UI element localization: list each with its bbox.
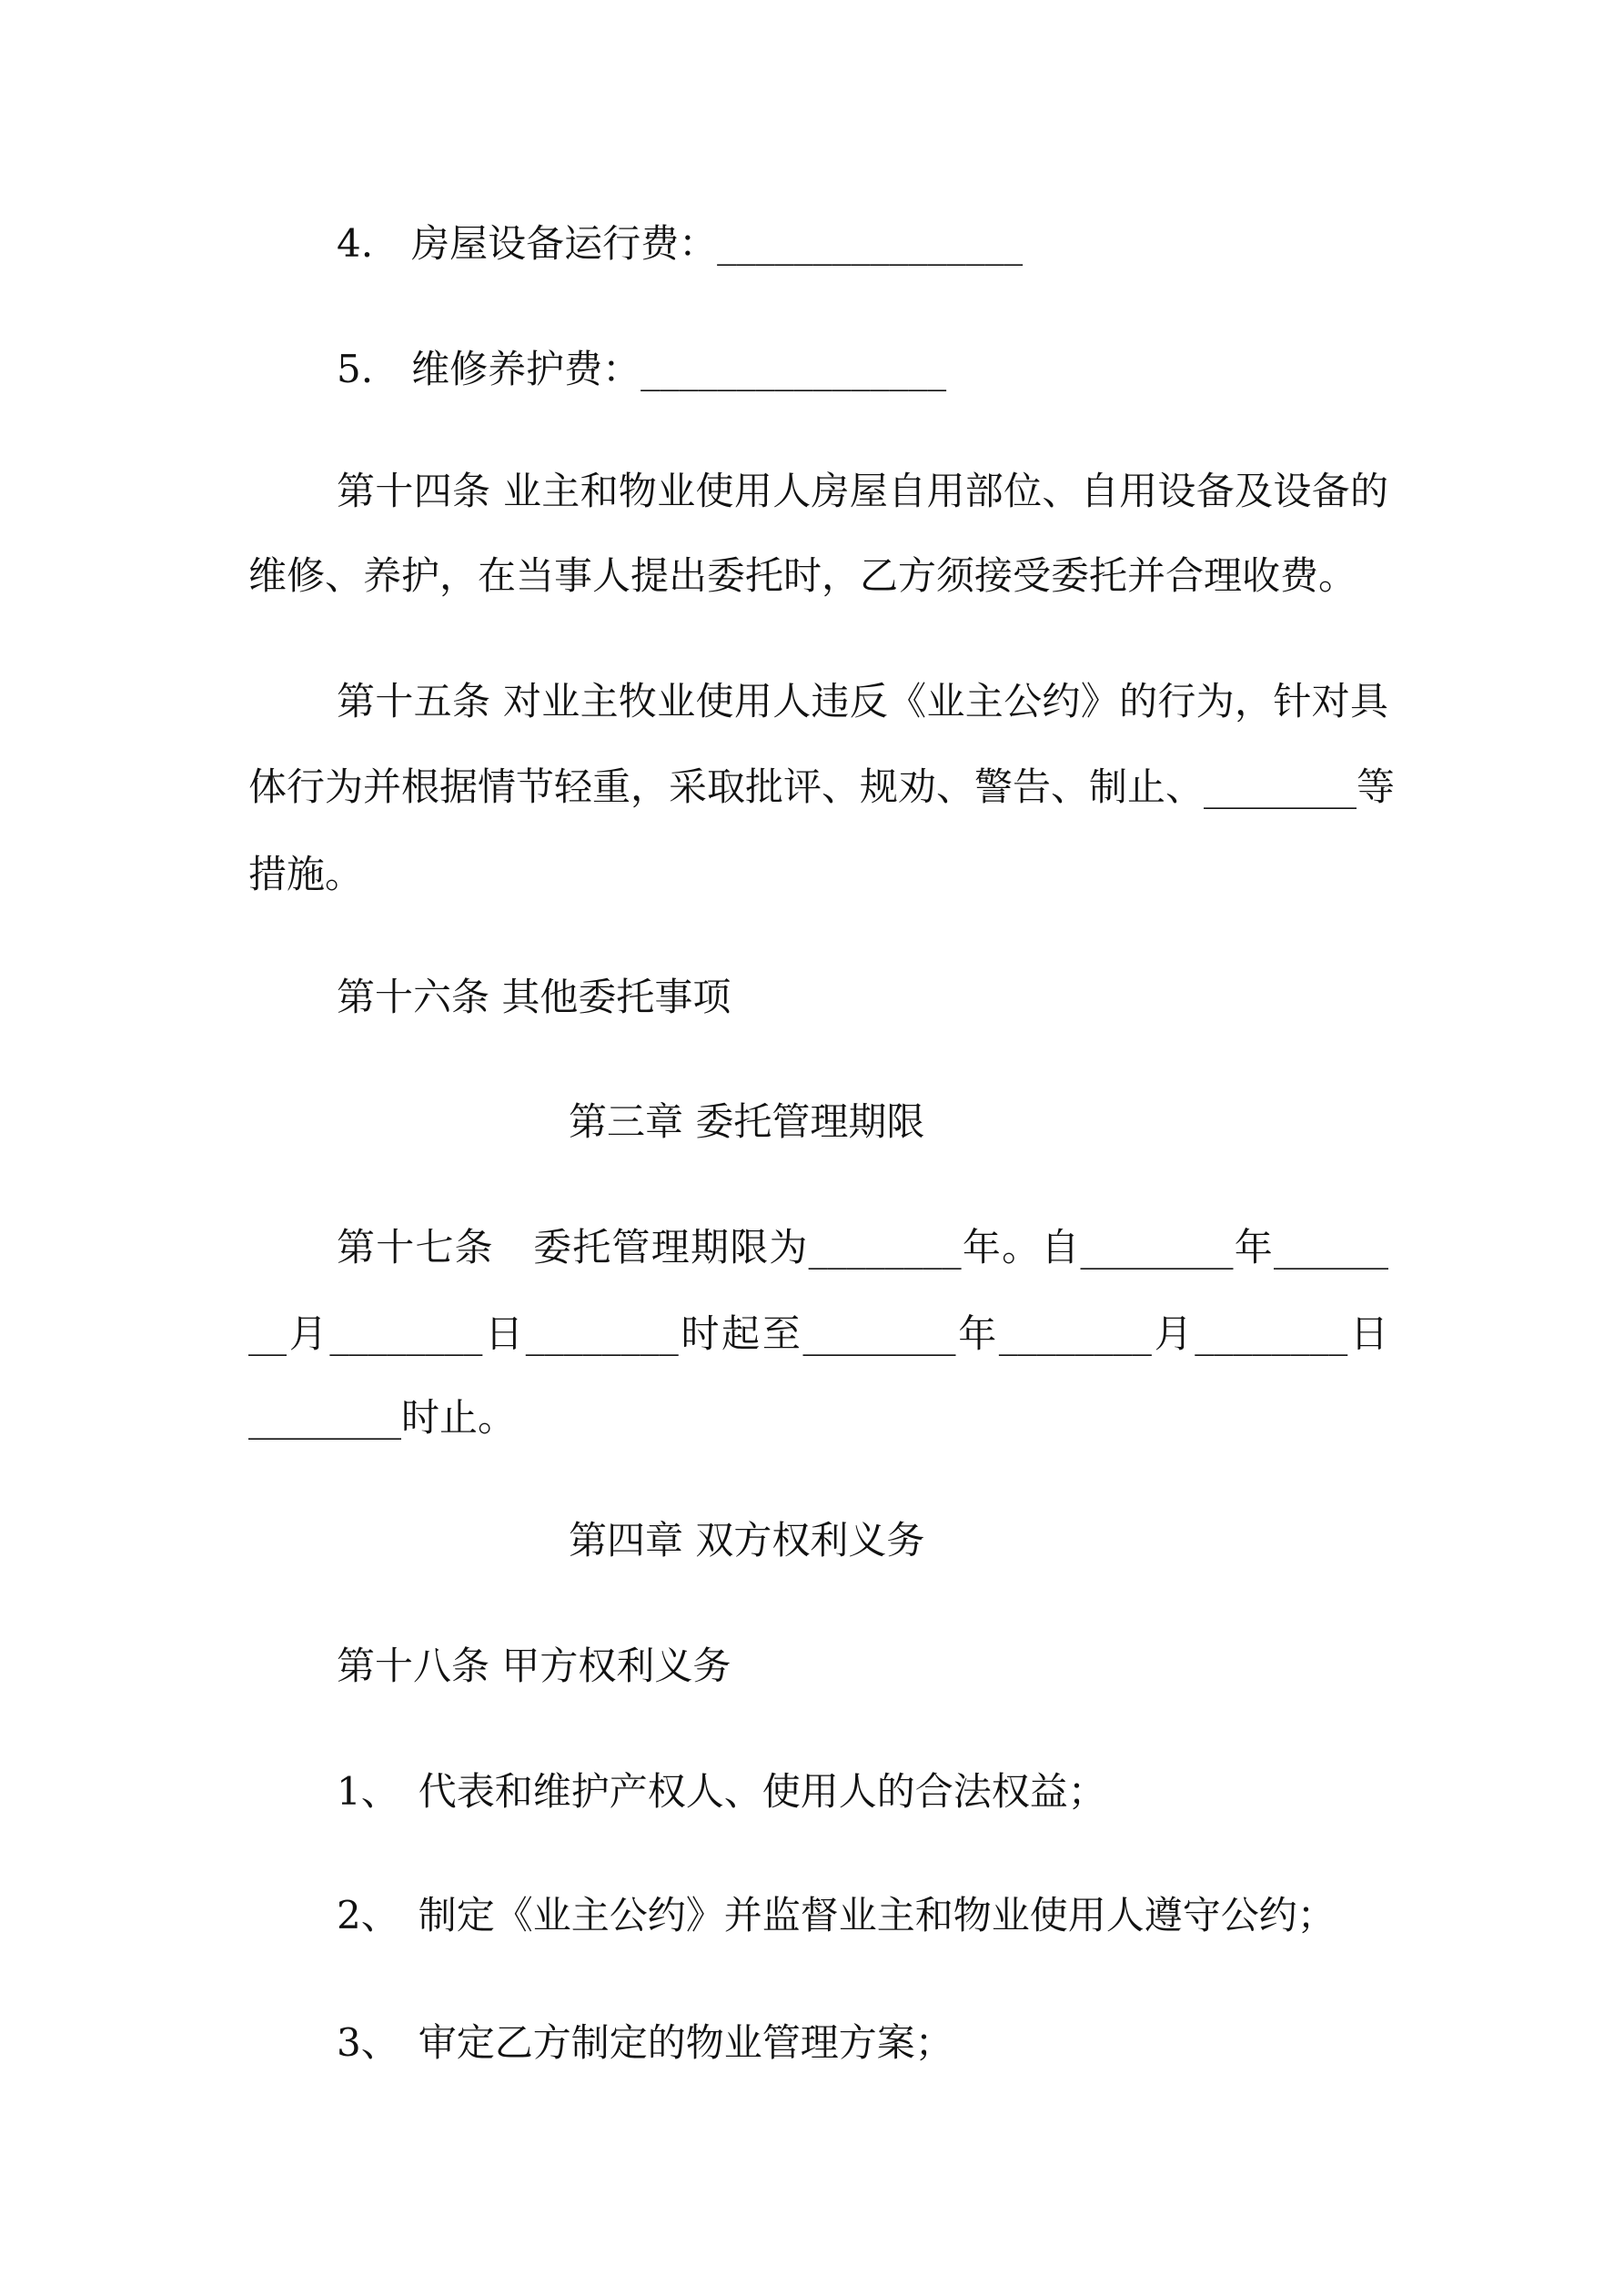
article-14-line-2: 维修、养护，在当事人提出委托时，乙方须接受委托并合理收费。 [248, 553, 1357, 598]
article-16: 第十六条 其他委托事项 [337, 975, 731, 1019]
chapter-4-heading: 第四章 双方权利义务 [569, 1518, 925, 1563]
article-15-line-3: 措施。 [248, 852, 364, 896]
article-18: 第十八条 甲方权利义务 [337, 1644, 731, 1688]
chapter-3-heading: 第三章 委托管理期限 [569, 1099, 925, 1144]
article-15-line-2: 体行为并根据情节轻重，采取批评、规劝、警告、制止、________等 [248, 764, 1396, 809]
fee-item-4: 4. 房屋设备运行费：________________ [337, 221, 1024, 266]
duty-item-1: 1、 代表和维护产权人、使用人的合法权益； [337, 1769, 1106, 1814]
article-14-line-1: 第十四条 业主和物业使用人房屋自用部位、自用设备及设备的 [337, 469, 1388, 513]
fee-item-5: 5. 维修养护费：________________ [337, 347, 947, 391]
article-15-line-1: 第十五条 对业主牧业使用人违反《业主公约》的行为，针对具 [337, 679, 1388, 723]
duty-item-3: 3、 审定乙方制定的物业管理方案； [337, 2020, 953, 2065]
article-17-line-2: __月________日________时起至________年________月________日 [248, 1311, 1388, 1356]
article-17-line-3: ________时止。 [248, 1395, 517, 1440]
duty-item-2: 2、 制定《业主公约》并监督业主和物业使用人遵守公约； [337, 1893, 1336, 1937]
article-17-line-1: 第十七条 委托管理期限为________年。自________年______ [337, 1225, 1388, 1269]
